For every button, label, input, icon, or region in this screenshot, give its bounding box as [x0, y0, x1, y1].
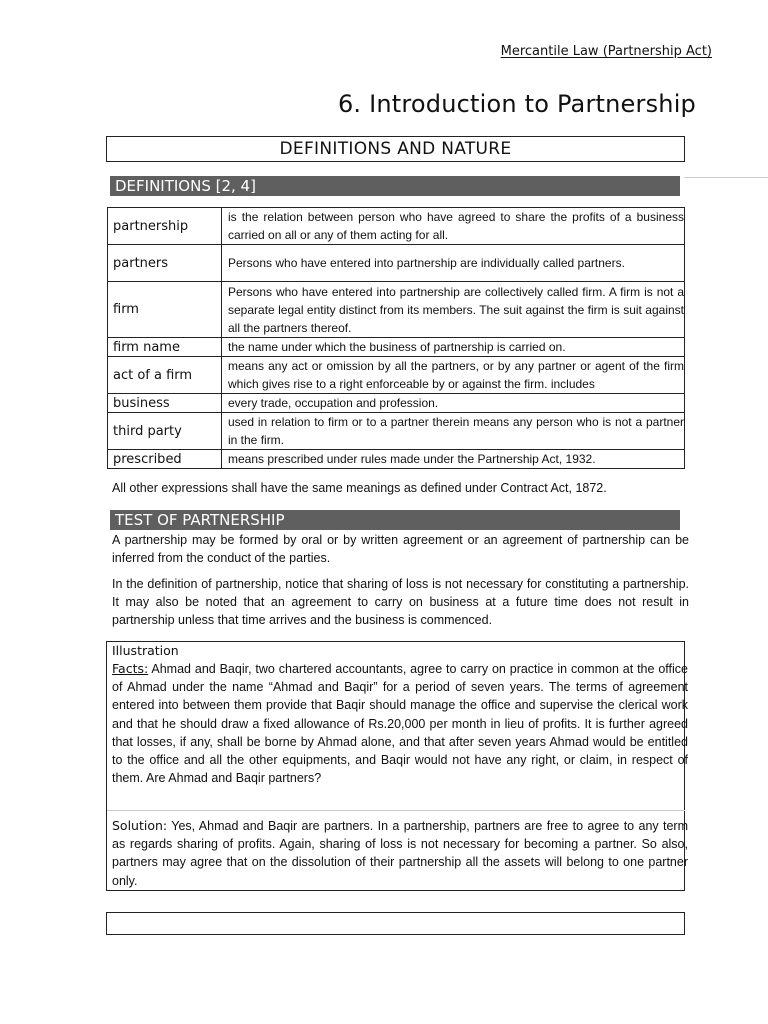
test-of-partnership-heading: TEST OF PARTNERSHIP [110, 510, 680, 530]
definition-cell: Persons who have entered into partnership are collectively called firm. A firm is not a separate legal entity distinct from its members. The suit against the firm is suit against all the partners thereof. [222, 282, 685, 338]
term-cell: prescribed [108, 450, 222, 469]
margin-rule [684, 177, 768, 178]
definition-cell: means prescribed under rules made under the Partnership Act, 1932. [222, 450, 685, 469]
table-row [108, 208, 685, 245]
table-row [108, 450, 685, 469]
definitions-heading: DEFINITIONS [2, 4] [110, 176, 680, 196]
test-paragraph-2: In the definition of partnership, notice that sharing of loss is not necessary for constituting a partnership. It may also be noted that an agreement to carry on business at a future time does not result in partnership unless that time arrives and the business is commenced. [112, 577, 689, 627]
facts-text: Ahmad and Baqir, two chartered accountants, agree to carry on practice in common at the office of Ahmad under the name “Ahmad and Baqir” for a period of seven years. The terms of agreement entered into between them provide that Baqir should manage the office and supervise the clerical work and that he should draw a fixed allowance of Rs.20,000 per month in lieu of profits. It is further agreed that losses, if any, shall be borne by Ahmad alone, and that after seven years Ahmad would be entitled to the office and all the other equipments, and Baqir would not have any right, or claim, in respect of them. Are Ahmad and Baqir partners? [112, 662, 688, 786]
term-cell: business [108, 394, 222, 413]
test-paragraph-1: A partnership may be formed by oral or by written agreement or an agreement of partnership can be inferred from the conduct of the parties. [112, 533, 689, 565]
table-row [108, 357, 685, 394]
section-box-title: DEFINITIONS AND NATURE [106, 136, 685, 162]
definition-cell: used in relation to firm or to a partner therein means any person who is not a partner in the firm. [222, 413, 685, 450]
illustration-facts [112, 660, 688, 787]
definition-cell: means any act or omission by all the partners, or by any partner or agent of the firm which gives rise to a right enforceable by or against the firm. includes [222, 357, 685, 394]
term-cell: partnership [108, 208, 222, 245]
solution-text: Yes, Ahmad and Baqir are partners. In a partnership, partners are free to agree to any term as regards sharing of profits. Again, sharing of loss is not necessary for becoming a partner. So also, partners may agree that on the dissolution of their partnership all the assets will belong to one partner only. [112, 819, 688, 888]
table-row [108, 245, 685, 282]
definition-cell: Persons who have entered into partnership are individually called partners. [222, 245, 685, 282]
table-row [108, 338, 685, 357]
term-cell: firm [108, 282, 222, 338]
term-cell: act of a firm [108, 357, 222, 394]
table-row [108, 282, 685, 338]
table-row [108, 413, 685, 450]
definition-cell: every trade, occupation and profession. [222, 394, 685, 413]
term-cell: firm name [108, 338, 222, 357]
empty-box [106, 912, 685, 935]
term-cell: third party [108, 413, 222, 450]
table-row [108, 394, 685, 413]
definition-cell: is the relation between person who have agreed to share the profits of a business carried on all or any of them acting for all. [222, 208, 685, 245]
illustration-solution [112, 817, 688, 890]
illustration-divider [107, 810, 685, 811]
term-cell: partners [108, 245, 222, 282]
definitions-footer-note: All other expressions shall have the same meanings as defined under Contract Act, 1872. [112, 481, 607, 495]
facts-label: Facts: [112, 661, 149, 676]
solution-label: Solution: [112, 818, 168, 833]
running-header: Mercantile Law (Partnership Act) [500, 44, 712, 59]
chapter-title: 6. Introduction to Partnership [337, 90, 696, 118]
illustration-label: Illustration [112, 643, 179, 658]
definition-cell: the name under which the business of partnership is carried on. [222, 338, 685, 357]
definitions-table [107, 207, 685, 469]
